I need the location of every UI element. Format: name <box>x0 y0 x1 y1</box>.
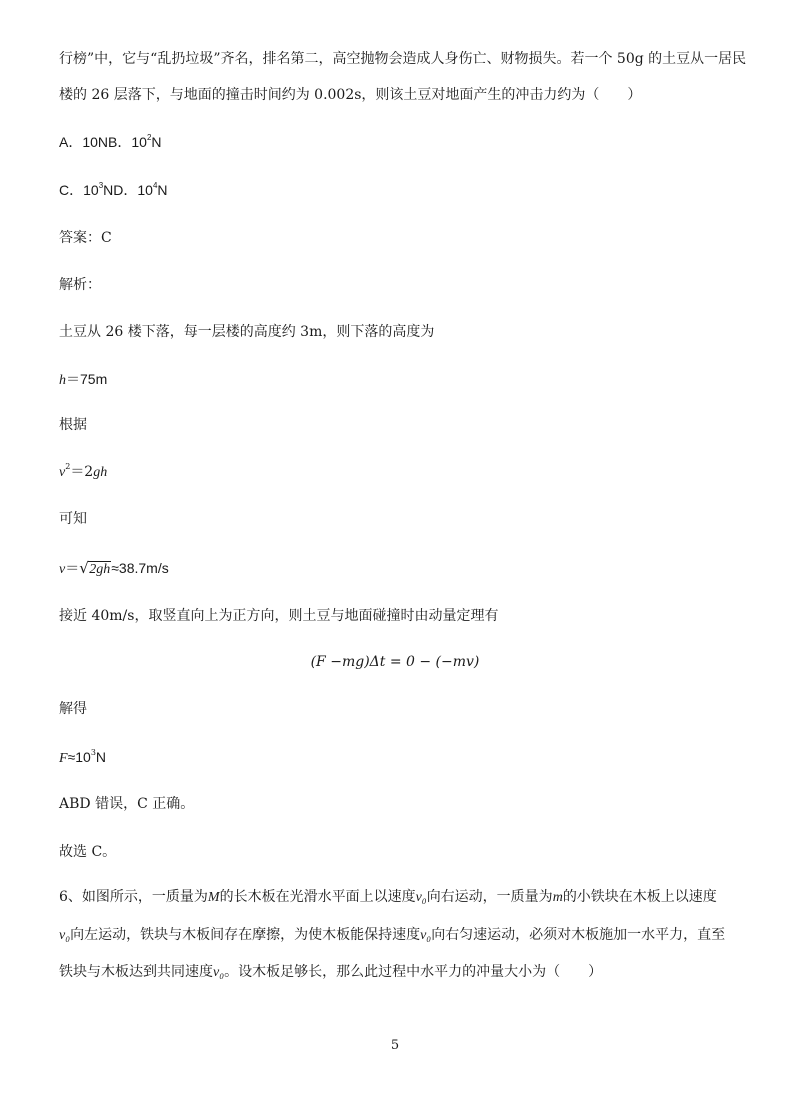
analysis-label: 解析： <box>59 277 101 293</box>
kinematics-equation: $v^2=2gh$ <box>59 462 108 480</box>
sqrt-expression: √ 2gh <box>79 559 111 577</box>
option-c: C．$10^3N$ <box>59 181 114 198</box>
final-choice: 故选 C。 <box>59 844 117 860</box>
analysis-step-2: 接近 40m/s，取竖直向上为正方向，则土豆与地面碰撞时由动量定理有 <box>59 608 499 624</box>
problem-6-line-1: 6、如图所示，一质量为M的长木板在光滑水平面上以速度v₀向右运动，一质量为m的小铁块在木板上以速度 <box>59 889 717 905</box>
answer: 答案：C <box>59 230 112 246</box>
basis-label: 根据 <box>59 417 87 433</box>
option-d: D．$10^4N$ <box>113 181 168 198</box>
problem-6-line-3: 铁块与木板达到共同速度v₀。设木板足够长，那么此过程中水平力的冲量大小为（ ） <box>59 964 603 980</box>
options-row-cd <box>59 180 168 200</box>
momentum-theorem-formula: (F −mg)Δt = 0 − (−mv) <box>310 654 480 670</box>
solve-label: 解得 <box>59 701 87 717</box>
analysis-step-1: 土豆从 26 楼下落，每一层楼的高度约 3m，则下落的高度为 <box>59 324 435 340</box>
problem-6-line-2: v₀向左运动，铁块与木板间存在摩擦，为使木板能保持速度v₀向右匀速运动，必须对木板施加一水平力，直至 <box>59 927 726 943</box>
option-b: B．$10^2N$ <box>108 133 162 150</box>
problem-5-stem-line-1: 行榜”中，它与“乱扔垃圾”齐名，排名第二，高空抛物会造成人身伤亡、财物损失。若一个 50g 的土豆从一居民 <box>59 51 747 67</box>
height-equation: h＝75m <box>59 371 108 388</box>
know-label: 可知 <box>59 511 87 527</box>
option-a: A．10N <box>59 134 109 150</box>
page-number: 5 <box>390 1038 400 1053</box>
options-row-ab <box>59 132 162 152</box>
problem-5-stem-line-2: 楼的 26 层落下，与地面的撞击时间约为 0.002s，则该土豆对地面产生的冲击力约为（ ） <box>59 87 642 103</box>
conclusion: ABD 错误，C 正确。 <box>59 796 195 812</box>
force-result: $F\approx 10^3N$ <box>59 748 107 766</box>
velocity-equation: v＝ √ 2gh≈38.7m/s <box>59 558 169 580</box>
